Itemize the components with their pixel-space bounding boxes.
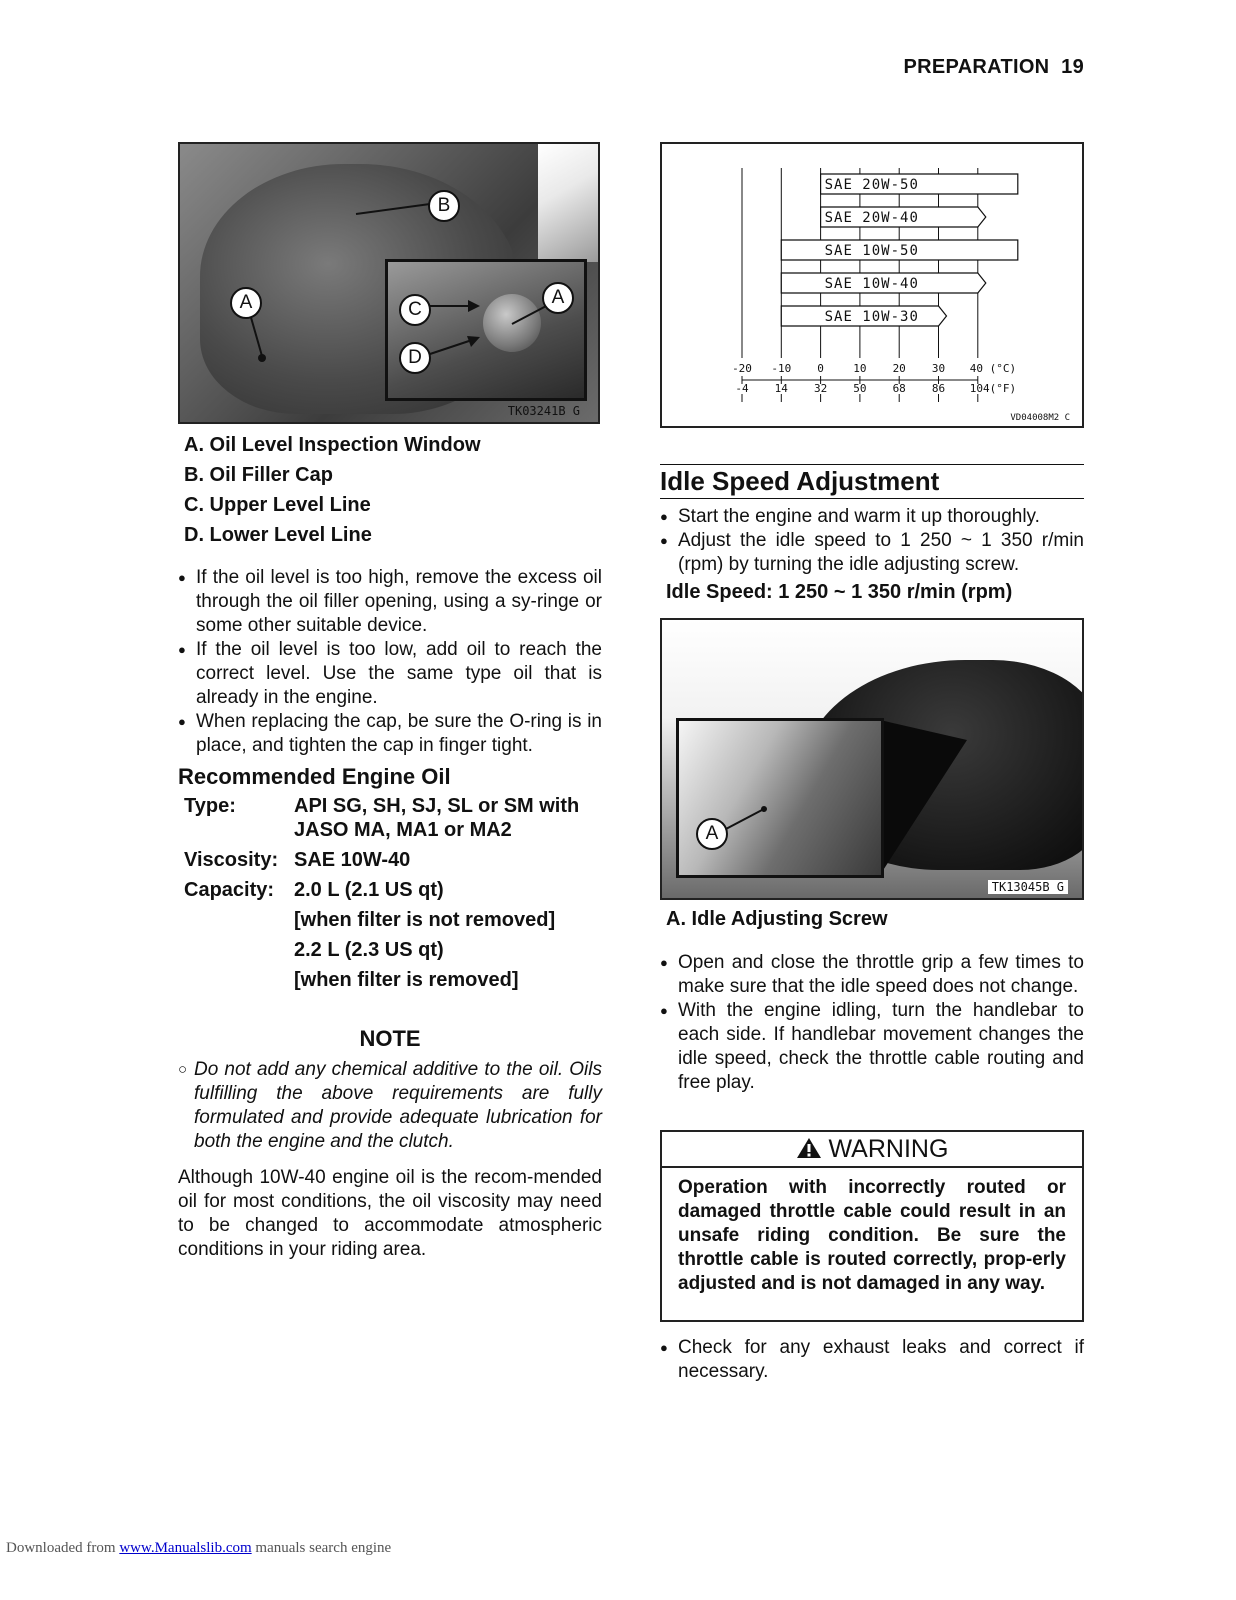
celsius-tick-label: 10 bbox=[853, 362, 867, 375]
bullet-item: ● With the engine idling, turn the handlebar to each side. If handlebar movement changes the idle speed, check the throttle cable routing and free play. bbox=[660, 999, 1084, 1095]
celsius-tick-label: 30 bbox=[931, 362, 946, 375]
warning-text: Operation with incorrectly routed or damaged throttle cable could result in an unsafe riding condition. Be sure the throttle cable is routed correctly, prop-erly adjusted and is not damaged in any way. bbox=[678, 1177, 1066, 1294]
warning-triangle-icon bbox=[796, 1137, 822, 1159]
fahrenheit-tick-label: 104(°F) bbox=[969, 382, 1017, 395]
celsius-tick-label: 40 (°C) bbox=[969, 362, 1017, 375]
callout-leader-line bbox=[662, 620, 1082, 898]
throttle-bullets bbox=[660, 951, 1084, 1095]
final-bullets bbox=[660, 1336, 1084, 1384]
fahrenheit-tick-label: 14 bbox=[774, 382, 788, 395]
manualslib-link[interactable]: www.Manualslib.com bbox=[119, 1540, 252, 1556]
oil-level-bullets bbox=[178, 566, 602, 758]
viscosity-bar-label: SAE 20W-50 bbox=[824, 177, 919, 193]
note-block bbox=[178, 1058, 602, 1154]
viscosity-bar-label: SAE 10W-40 bbox=[824, 276, 919, 292]
oil-level-photo bbox=[178, 142, 600, 424]
page-header bbox=[904, 56, 1084, 79]
viscosity-bar-label: SAE 10W-50 bbox=[824, 243, 919, 259]
photo-code: TK03241B G bbox=[507, 404, 580, 418]
fahrenheit-tick-label: 68 bbox=[892, 382, 906, 395]
type-value-2: JASO MA, MA1 or MA2 bbox=[294, 819, 512, 841]
bullet-item: ● If the oil level is too low, add oil to reach the correct level. Use the same type oil that is already in the engine. bbox=[178, 638, 602, 710]
fahrenheit-tick-label: 86 bbox=[931, 382, 946, 395]
header-section: PREPARATION bbox=[903, 56, 1050, 78]
note-text: ○ Do not add any chemical additive to the oil. Oils fulfilling the above requirements are fully formulated and provide adequate lubrication for both the engine and the clutch. bbox=[178, 1058, 602, 1154]
idle-heading: Idle Speed Adjustment bbox=[660, 466, 940, 496]
type-label: Type: bbox=[184, 795, 236, 817]
photo2-caption: A. Idle Adjusting Screw bbox=[666, 908, 888, 930]
engine-oil-heading: Recommended Engine Oil bbox=[178, 764, 451, 789]
section-rule-bottom bbox=[660, 498, 1084, 499]
viscosity-bar-label: SAE 20W-40 bbox=[824, 210, 919, 226]
type-value-1: API SG, SH, SJ, SL or SM with bbox=[294, 795, 580, 817]
download-footer bbox=[6, 1540, 391, 1557]
capacity-label: Capacity: bbox=[184, 879, 275, 901]
fahrenheit-tick-label: -4 bbox=[735, 382, 749, 395]
idle-speed-spec: Idle Speed: 1 250 ~ 1 350 r/min (rpm) bbox=[666, 581, 1013, 603]
celsius-tick-label: -10 bbox=[771, 362, 792, 375]
capacity-2: 2.2 L (2.3 US qt) bbox=[294, 939, 444, 961]
viscosity-bar-label: SAE 10W-30 bbox=[824, 309, 919, 325]
capacity-2-note: [when filter is removed] bbox=[294, 969, 519, 991]
page-number: 19 bbox=[1061, 56, 1084, 78]
celsius-tick-label: 0 bbox=[817, 362, 824, 375]
callout-d: D bbox=[399, 342, 431, 374]
engine-oil-spec bbox=[184, 794, 579, 992]
viscosity-paragraph: Although 10W-40 engine oil is the recom-mended oil for most conditions, the oil viscosity may need to be changed to accommodate atmospheric conditions in your riding area. bbox=[178, 1167, 602, 1260]
viscosity-value: SAE 10W-40 bbox=[294, 849, 411, 871]
callout-leader-lines bbox=[180, 144, 600, 424]
viscosity-label: Viscosity: bbox=[184, 849, 279, 871]
callout-a: A bbox=[696, 818, 728, 850]
celsius-tick-label: -20 bbox=[732, 362, 752, 375]
photo-code: TK13045B G bbox=[988, 880, 1068, 894]
bullet-item: ● Start the engine and warm it up thoroughly. bbox=[660, 505, 1084, 529]
bullet-item: ● Check for any exhaust leaks and correct if necessary. bbox=[660, 1336, 1084, 1384]
callout-a-inset: A bbox=[542, 282, 574, 314]
bullet-item: ● When replacing the cap, be sure the O-ring is in place, and tighten the cap in finger tight. bbox=[178, 710, 602, 758]
celsius-tick-label: 20 bbox=[892, 362, 906, 375]
callout-b: B bbox=[428, 190, 460, 222]
caption-d: D. Lower Level Line bbox=[184, 524, 372, 546]
capacity-1-note: [when filter is not removed] bbox=[294, 909, 556, 931]
bullet-item: ● Open and close the throttle grip a few times to make sure that the idle speed does not change. bbox=[660, 951, 1084, 999]
chart-code: VD04008M2 C bbox=[1010, 413, 1070, 423]
idle-screw-photo bbox=[660, 618, 1084, 900]
fahrenheit-tick-label: 50 bbox=[853, 382, 867, 395]
photo1-captions bbox=[184, 430, 481, 550]
callout-a-main: A bbox=[230, 287, 262, 319]
bullet-item: ● Adjust the idle speed to 1 250 ~ 1 350 r/min (rpm) by turning the idle adjusting screw. bbox=[660, 529, 1084, 577]
idle-bullets bbox=[660, 505, 1084, 577]
warning-box bbox=[660, 1130, 1084, 1322]
oil-viscosity-chart bbox=[660, 142, 1084, 428]
footer-prefix: Downloaded from bbox=[6, 1540, 120, 1556]
viscosity-chart-svg bbox=[662, 144, 1082, 426]
footer-suffix: manuals search engine bbox=[251, 1540, 392, 1556]
caption-c: C. Upper Level Line bbox=[184, 494, 371, 516]
section-rule-top bbox=[660, 464, 1084, 465]
caption-a: A. Oil Level Inspection Window bbox=[184, 434, 481, 456]
caption-b: B. Oil Filler Cap bbox=[184, 464, 333, 486]
fahrenheit-tick-label: 32 bbox=[813, 382, 828, 395]
capacity-1: 2.0 L (2.1 US qt) bbox=[294, 879, 444, 901]
bullet-item: ● If the oil level is too high, remove the excess oil through the oil filler opening, using a sy-ringe or some other suitable device. bbox=[178, 566, 602, 638]
note-heading: NOTE bbox=[359, 1026, 421, 1051]
warning-title: WARNING bbox=[828, 1135, 949, 1163]
warning-header bbox=[662, 1132, 1082, 1168]
callout-c: C bbox=[399, 294, 431, 326]
